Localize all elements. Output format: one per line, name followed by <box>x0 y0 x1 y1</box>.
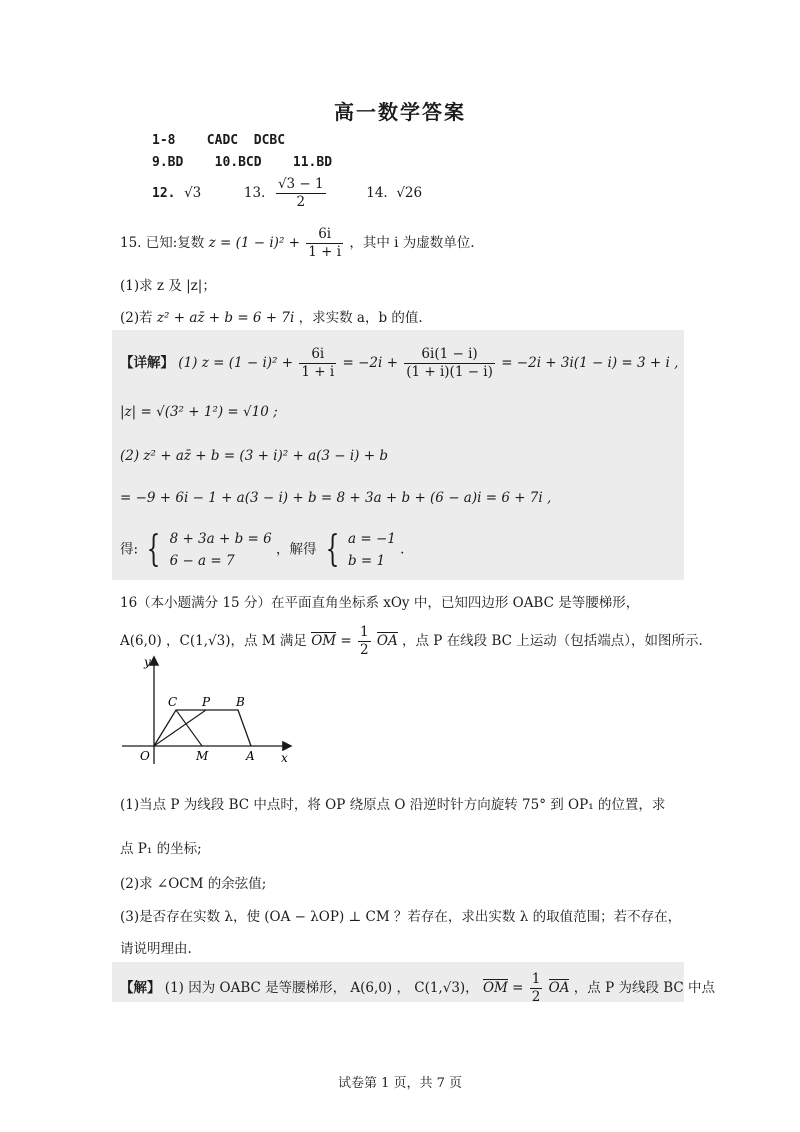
q16-part3-b: 请说明理由. <box>120 941 192 957</box>
label-a: A <box>246 749 255 763</box>
answer-value: CADC DCBC <box>206 133 286 148</box>
sol15-line2: |z| = √(3² + 1²) = √10 ; <box>120 404 278 420</box>
label-b: B <box>236 695 245 709</box>
answer-q12-value: √3 <box>184 184 202 201</box>
q16-line1: 16（本小题满分 15 分）在平面直角坐标系 xOy 中，已知四边形 OABC 是等腰梯形， <box>120 595 640 611</box>
label-y: y <box>144 655 151 669</box>
answer-row-1-8 <box>152 133 285 148</box>
solution-system: a = −1 b = 1 <box>348 531 396 569</box>
sol16-line1: 【解】 (1) 因为 OABC 是等腰梯形， A(6,0) ， C(1,√3)， OM = $\frac{1}{2}$ OA ，点 P 为线段 BC 中点 <box>120 971 716 1005</box>
answer-q9: 9.BD <box>152 155 184 170</box>
q16-part1-a: (1)当点 P 为线段 BC 中点时，将 OP 绕原点 O 沿逆时针方向旋转 75° 到 OP₁ 的位置，求 <box>120 797 666 813</box>
left-brace: { <box>325 529 340 570</box>
label-x: x <box>281 751 288 765</box>
q16-part3-a: (3)是否存在实数 λ，使 (OA − λOP) ⊥ CM ？若存在，求出实数 λ 的取值范围；若不存在， <box>120 909 682 925</box>
vector-om: OM <box>311 632 337 649</box>
trapezoid-figure <box>118 652 298 772</box>
answer-q10: 10.BCD <box>214 155 262 170</box>
answer-q11: 11.BD <box>292 155 333 170</box>
sol15-line1: 【详解】 (1) z = (1 − i)² + $\frac{6i}{1 + i}$ = −2i + $\frac{6i(1 - i)}{(1 + i)(1 - i)}$ = −2i + 3i(1 − i) = 3 + i , <box>120 346 679 380</box>
vector-oa: OA <box>376 632 398 649</box>
answer-row-9-11 <box>152 155 332 170</box>
q16-line2: A(6,0) ，C(1,√3)，点 M 满足 OM = $\frac{1}{2}$ OA ，点 P 在线段 BC 上运动（包括端点），如图所示. <box>120 624 703 658</box>
answer-q13-label: 13. <box>243 184 266 201</box>
equation-system: 8 + 3a + b = 6 6 − a = 7 <box>169 531 272 569</box>
solution-tag: 【详解】 <box>120 354 174 371</box>
q15-part1: (1)求 z 及 |z|； <box>120 278 216 294</box>
sol15-line3: (2) z² + az̄ + b = (3 + i)² + a(3 − i) + b <box>120 448 388 464</box>
vector-om: OM <box>482 979 508 996</box>
label-c: C <box>168 695 178 709</box>
q15-stem: 15. 已知:复数 z = (1 − i)² + $\frac{6i}{1 + i}$ ，其中 i 为虚数单位. <box>120 226 475 260</box>
trapezoid-oabc <box>154 710 251 746</box>
answer-q14-value: √26 <box>396 184 423 201</box>
page-footer: 试卷第 1 页，共 7 页 <box>337 1076 463 1091</box>
label-p: P <box>202 695 211 709</box>
q16-part2: (2)求 ∠OCM 的余弦值; <box>120 876 267 892</box>
label-o: O <box>140 749 150 763</box>
left-brace: { <box>146 529 161 570</box>
sol15-line4: = −9 + 6i − 1 + a(3 − i) + b = 8 + 3a + b + (6 − a)i = 6 + 7i , <box>120 490 552 506</box>
q16-part1-b: 点 P₁ 的坐标; <box>120 841 202 857</box>
answer-label: 1-8 <box>152 133 176 148</box>
vector-oa: OA <box>548 979 570 996</box>
page-title: 高一数学答案 <box>334 100 466 124</box>
answer-q12-label: 12. <box>152 185 176 201</box>
answer-row-12-14 <box>152 176 422 211</box>
q15-fraction: $\frac{6i}{1 + i}$ <box>308 226 342 260</box>
q15-part2: (2)若 z² + az̄ + b = 6 + 7i ，求实数 a，b 的值. <box>120 310 423 326</box>
answer-q13-fraction: $\frac{√3 - 1}{2}$ <box>277 176 324 210</box>
label-m: M <box>196 749 209 763</box>
sol15-line5: 得: { 8 + 3a + b = 6 6 − a = 7 ，解得 { a = −1 b = 1 . <box>120 529 405 570</box>
solution-tag: 【解】 <box>120 979 161 996</box>
answer-q14-label: 14. <box>366 184 388 201</box>
